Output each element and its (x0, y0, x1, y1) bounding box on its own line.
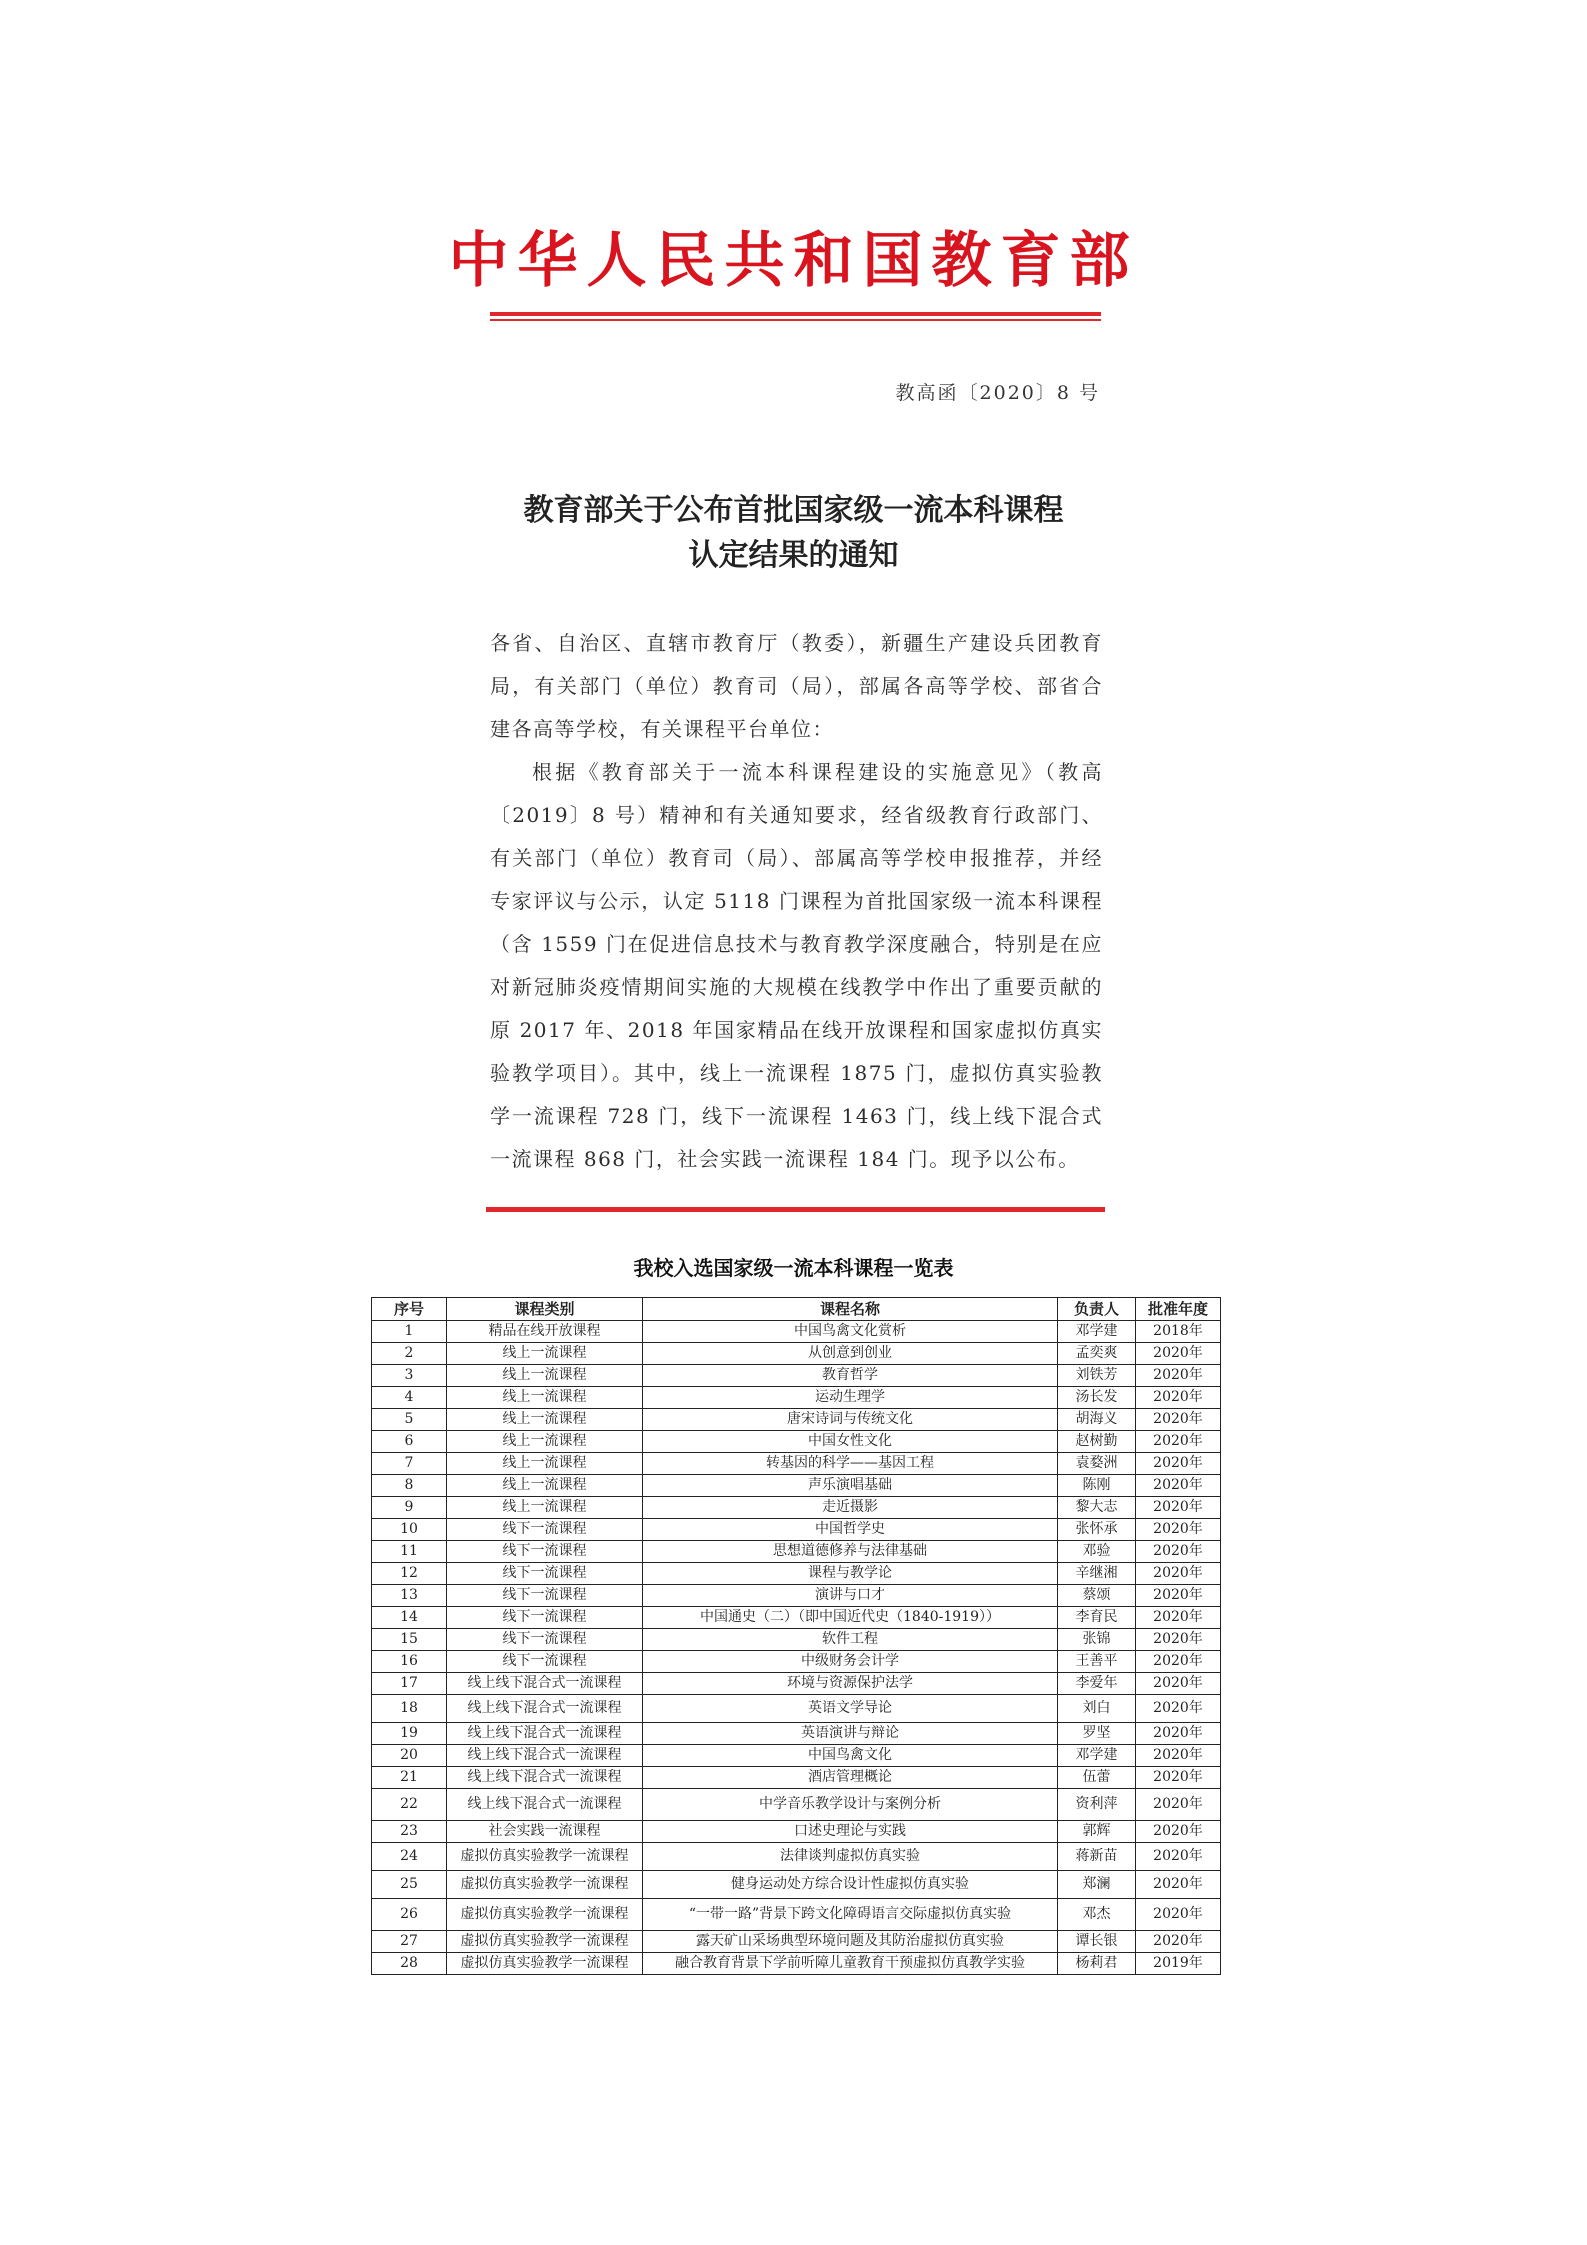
course-category: 线上一流课程 (447, 1431, 643, 1453)
column-header-name: 课程名称 (643, 1298, 1058, 1321)
course-category: 线上一流课程 (447, 1343, 643, 1365)
table-row (372, 1563, 1221, 1585)
course-name: 英语文学导论 (643, 1695, 1058, 1723)
table-title: 我校入选国家级一流本科课程一览表 (633, 1256, 954, 1280)
approval-year: 2020年 (1136, 1475, 1221, 1497)
table-row (372, 1541, 1221, 1563)
row-number: 10 (372, 1519, 447, 1541)
notice-title-line1: 教育部关于公布首批国家级一流本科课程 (523, 493, 1064, 528)
row-number: 9 (372, 1497, 447, 1519)
table-row (372, 1931, 1221, 1953)
course-leader: 蔡颂 (1058, 1585, 1136, 1607)
column-header-leader: 负责人 (1058, 1298, 1136, 1321)
course-category: 线上线下混合式一流课程 (447, 1673, 643, 1695)
masthead-rule-thin (490, 319, 1101, 321)
approval-year: 2020年 (1136, 1767, 1221, 1789)
table-row (372, 1607, 1221, 1629)
row-number: 22 (372, 1789, 447, 1821)
course-leader: 辛继湘 (1058, 1563, 1136, 1585)
course-leader: 陈刚 (1058, 1475, 1136, 1497)
course-name: 从创意到创业 (643, 1343, 1058, 1365)
course-name: 唐宋诗词与传统文化 (643, 1409, 1058, 1431)
course-leader: 邓验 (1058, 1541, 1136, 1563)
approval-year: 2020年 (1136, 1871, 1221, 1899)
table-row (372, 1673, 1221, 1695)
approval-year: 2020年 (1136, 1651, 1221, 1673)
approval-year: 2020年 (1136, 1745, 1221, 1767)
course-leader: 胡海义 (1058, 1409, 1136, 1431)
course-category: 线上线下混合式一流课程 (447, 1789, 643, 1821)
course-leader: 杨莉君 (1058, 1953, 1136, 1975)
course-leader: 孟奕爽 (1058, 1343, 1136, 1365)
approval-year: 2020年 (1136, 1931, 1221, 1953)
table-row (372, 1497, 1221, 1519)
masthead-rule (490, 312, 1101, 316)
course-leader: 邓学建 (1058, 1745, 1136, 1767)
course-name: 中国哲学史 (643, 1519, 1058, 1541)
approval-year: 2020年 (1136, 1789, 1221, 1821)
row-number: 12 (372, 1563, 447, 1585)
table-row (372, 1519, 1221, 1541)
row-number: 4 (372, 1387, 447, 1409)
table-row (372, 1651, 1221, 1673)
approval-year: 2020年 (1136, 1821, 1221, 1843)
table-row (372, 1409, 1221, 1431)
course-category: 虚拟仿真实验教学一流课程 (447, 1871, 643, 1899)
course-name: 教育哲学 (643, 1365, 1058, 1387)
column-header-year: 批准年度 (1136, 1298, 1221, 1321)
course-category: 线上一流课程 (447, 1365, 643, 1387)
course-leader: 李育民 (1058, 1607, 1136, 1629)
course-leader: 蒋新苗 (1058, 1843, 1136, 1871)
course-name: 思想道德修养与法律基础 (643, 1541, 1058, 1563)
course-name: 英语演讲与辩论 (643, 1723, 1058, 1745)
table-row (372, 1585, 1221, 1607)
course-leader: 资利萍 (1058, 1789, 1136, 1821)
row-number: 5 (372, 1409, 447, 1431)
table-row (372, 1629, 1221, 1651)
row-number: 19 (372, 1723, 447, 1745)
course-leader: 黎大志 (1058, 1497, 1136, 1519)
row-number: 20 (372, 1745, 447, 1767)
course-category: 线下一流课程 (447, 1651, 643, 1673)
table-row (372, 1475, 1221, 1497)
course-leader: 邓学建 (1058, 1321, 1136, 1343)
approval-year: 2020年 (1136, 1453, 1221, 1475)
row-number: 13 (372, 1585, 447, 1607)
course-leader: 刘白 (1058, 1695, 1136, 1723)
course-leader: 王善平 (1058, 1651, 1136, 1673)
courses-table (371, 1297, 1221, 1975)
approval-year: 2020年 (1136, 1365, 1221, 1387)
course-leader: 张锦 (1058, 1629, 1136, 1651)
row-number: 16 (372, 1651, 447, 1673)
notice-title-line2: 认定结果的通知 (688, 538, 899, 573)
course-leader: 张怀承 (1058, 1519, 1136, 1541)
course-name: 环境与资源保护法学 (643, 1673, 1058, 1695)
course-leader: 刘铁芳 (1058, 1365, 1136, 1387)
table-row (372, 1745, 1221, 1767)
approval-year: 2020年 (1136, 1585, 1221, 1607)
course-name: 软件工程 (643, 1629, 1058, 1651)
course-name: 课程与教学论 (643, 1563, 1058, 1585)
row-number: 18 (372, 1695, 447, 1723)
document-number: 教高函〔2020〕8 号 (895, 382, 1100, 404)
course-category: 线下一流课程 (447, 1541, 643, 1563)
course-category: 线下一流课程 (447, 1629, 643, 1651)
course-category: 线下一流课程 (447, 1519, 643, 1541)
row-number: 8 (372, 1475, 447, 1497)
course-name: 中国鸟禽文化 (643, 1745, 1058, 1767)
row-number: 28 (372, 1953, 447, 1975)
course-name: 中学音乐教学设计与案例分析 (643, 1789, 1058, 1821)
row-number: 25 (372, 1871, 447, 1899)
approval-year: 2020年 (1136, 1563, 1221, 1585)
approval-year: 2020年 (1136, 1409, 1221, 1431)
approval-year: 2020年 (1136, 1519, 1221, 1541)
course-category: 精品在线开放课程 (447, 1321, 643, 1343)
approval-year: 2020年 (1136, 1607, 1221, 1629)
row-number: 3 (372, 1365, 447, 1387)
course-leader: 郭辉 (1058, 1821, 1136, 1843)
masthead-title: 中华人民共和国教育部 (448, 226, 1139, 296)
column-header-no: 序号 (372, 1298, 447, 1321)
approval-year: 2020年 (1136, 1541, 1221, 1563)
course-category: 虚拟仿真实验教学一流课程 (447, 1843, 643, 1871)
table-row (372, 1453, 1221, 1475)
approval-year: 2020年 (1136, 1723, 1221, 1745)
table-row (372, 1899, 1221, 1931)
course-name: 法律谈判虚拟仿真实验 (643, 1843, 1058, 1871)
table-body (372, 1321, 1221, 1975)
table-row (372, 1843, 1221, 1871)
body-paragraph: 根据《教育部关于一流本科课程建设的实施意见》（教高〔2019〕8 号）精神和有关通知要求，经省级教育行政部门、有关部门（单位）教育司（局）、部属高等学校申报推荐，并经专家评议与公示，认定 5118 门课程为首批国家级一流本科课程（含 1559 门在促进信息技术与教育教学深度融合，特别是在应对新冠肺炎疫情期间实施的大规模在线教学中作出了重要贡献的原 2017 年、2018 年国家精品在线开放课程和国家虚拟仿真实验教学项目）。其中，线上一流课程 1875 门，虚拟仿真实验教学一流课程 728 门，线下一流课程 1463 门，线上线下混合式一流课程 868 门，社会实践一流课程 184 门。现予以公布。 (490, 760, 1103, 1171)
table-row (372, 1789, 1221, 1821)
course-name: 中国鸟禽文化赏析 (643, 1321, 1058, 1343)
course-name: 声乐演唱基础 (643, 1475, 1058, 1497)
course-name: 演讲与口才 (643, 1585, 1058, 1607)
table-header-row (372, 1298, 1221, 1321)
course-name: 健身运动处方综合设计性虚拟仿真实验 (643, 1871, 1058, 1899)
column-header-category: 课程类别 (447, 1298, 643, 1321)
course-category: 社会实践一流课程 (447, 1821, 643, 1843)
approval-year: 2020年 (1136, 1431, 1221, 1453)
table-row (372, 1767, 1221, 1789)
table-row (372, 1431, 1221, 1453)
course-leader: 伍蕾 (1058, 1767, 1136, 1789)
course-name: “一带一路”背景下跨文化障碍语言交际虚拟仿真实验 (643, 1899, 1058, 1931)
approval-year: 2020年 (1136, 1497, 1221, 1519)
course-category: 线上线下混合式一流课程 (447, 1723, 643, 1745)
course-leader: 李爱年 (1058, 1673, 1136, 1695)
course-leader: 赵树勤 (1058, 1431, 1136, 1453)
course-name: 中国通史（二）（即中国近代史（1840-1919）） (643, 1607, 1058, 1629)
table-row (372, 1387, 1221, 1409)
approval-year: 2019年 (1136, 1953, 1221, 1975)
course-name: 中级财务会计学 (643, 1651, 1058, 1673)
course-name: 中国女性文化 (643, 1431, 1058, 1453)
table-row (372, 1343, 1221, 1365)
row-number: 7 (372, 1453, 447, 1475)
approval-year: 2020年 (1136, 1629, 1221, 1651)
table-row (372, 1365, 1221, 1387)
course-name: 走近摄影 (643, 1497, 1058, 1519)
course-name: 融合教育背景下学前听障儿童教育干预虚拟仿真教学实验 (643, 1953, 1058, 1975)
course-name: 酒店管理概论 (643, 1767, 1058, 1789)
row-number: 6 (372, 1431, 447, 1453)
row-number: 21 (372, 1767, 447, 1789)
footer-rule (486, 1207, 1105, 1212)
approval-year: 2020年 (1136, 1843, 1221, 1871)
course-name: 口述史理论与实践 (643, 1821, 1058, 1843)
row-number: 23 (372, 1821, 447, 1843)
row-number: 2 (372, 1343, 447, 1365)
approval-year: 2020年 (1136, 1899, 1221, 1931)
course-leader: 袁婺洲 (1058, 1453, 1136, 1475)
approval-year: 2020年 (1136, 1387, 1221, 1409)
course-category: 线上一流课程 (447, 1387, 643, 1409)
course-category: 虚拟仿真实验教学一流课程 (447, 1899, 643, 1931)
approval-year: 2020年 (1136, 1695, 1221, 1723)
course-category: 线上一流课程 (447, 1453, 643, 1475)
table-row (372, 1321, 1221, 1343)
table-row (372, 1953, 1221, 1975)
course-name: 转基因的科学——基因工程 (643, 1453, 1058, 1475)
course-leader: 邓杰 (1058, 1899, 1136, 1931)
approval-year: 2020年 (1136, 1343, 1221, 1365)
row-number: 27 (372, 1931, 447, 1953)
course-category: 虚拟仿真实验教学一流课程 (447, 1931, 643, 1953)
course-category: 线上一流课程 (447, 1497, 643, 1519)
table-row (372, 1871, 1221, 1899)
course-leader: 郑澜 (1058, 1871, 1136, 1899)
course-category: 线上线下混合式一流课程 (447, 1695, 643, 1723)
row-number: 14 (372, 1607, 447, 1629)
course-name: 运动生理学 (643, 1387, 1058, 1409)
course-category: 线下一流课程 (447, 1585, 643, 1607)
table-row (372, 1723, 1221, 1745)
course-category: 线下一流课程 (447, 1563, 643, 1585)
row-number: 1 (372, 1321, 447, 1343)
course-category: 线上线下混合式一流课程 (447, 1745, 643, 1767)
table-row (372, 1695, 1221, 1723)
row-number: 24 (372, 1843, 447, 1871)
table-row (372, 1821, 1221, 1843)
row-number: 26 (372, 1899, 447, 1931)
course-leader: 罗坚 (1058, 1723, 1136, 1745)
course-category: 虚拟仿真实验教学一流课程 (447, 1953, 643, 1975)
approval-year: 2020年 (1136, 1673, 1221, 1695)
course-leader: 谭长银 (1058, 1931, 1136, 1953)
row-number: 11 (372, 1541, 447, 1563)
course-category: 线下一流课程 (447, 1607, 643, 1629)
row-number: 17 (372, 1673, 447, 1695)
course-category: 线上一流课程 (447, 1475, 643, 1497)
approval-year: 2018年 (1136, 1321, 1221, 1343)
course-category: 线上线下混合式一流课程 (447, 1767, 643, 1789)
course-name: 露天矿山采场典型环境问题及其防治虚拟仿真实验 (643, 1931, 1058, 1953)
course-leader: 汤长发 (1058, 1387, 1136, 1409)
addressee-paragraph: 各省、自治区、直辖市教育厅（教委），新疆生产建设兵团教育局，有关部门（单位）教育司（局），部属各高等学校、部省合建各高等学校，有关课程平台单位： (490, 631, 1103, 741)
row-number: 15 (372, 1629, 447, 1651)
course-category: 线上一流课程 (447, 1409, 643, 1431)
